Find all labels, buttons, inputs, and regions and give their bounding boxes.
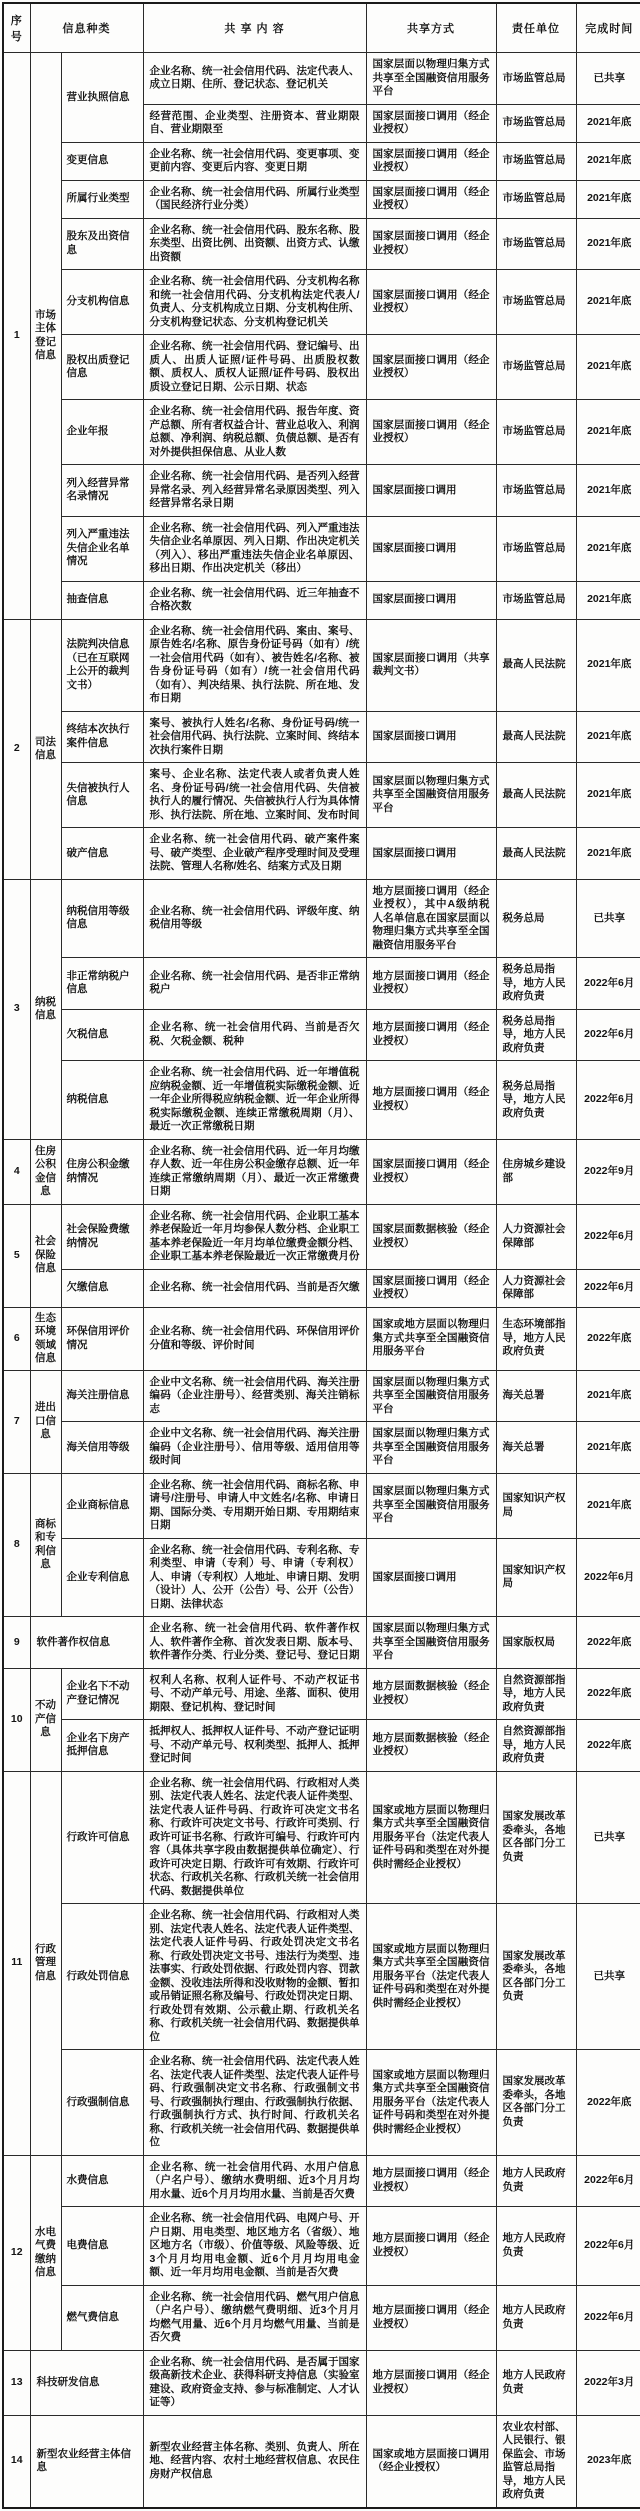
header-no: 序号 xyxy=(3,3,30,53)
content-cell: 企业名称、统一社会信用代码、行政相对人类别、法定代表人姓名、法定代表人证件类型、法定代表人证件号码、行政处罚决定文书名称、行政处罚决定文书号、违法行为类型、违法事实、行政处罚依据、行政处罚内容、罚款金额、没收违法所得和没收财物的金额、暂扣或吊销证照名称及编号、行政处罚决定日期、行政处罚有效期、公示截止期、行政机关名称、行政机关统一社会信用代码、数据提供单位 xyxy=(143,1904,366,2050)
item-label-cell: 抽查信息 xyxy=(61,581,143,619)
item-label-cell: 企业年报 xyxy=(61,400,143,465)
time-cell: 2022年3月 xyxy=(576,2350,640,2415)
unit-cell: 人力资源社会保障部 xyxy=(496,1204,576,1269)
table-row xyxy=(3,879,640,958)
time-cell: 2021年底 xyxy=(576,218,640,270)
unit-cell: 地方人民政府负责 xyxy=(496,2207,576,2286)
content-cell: 企业名称、统一社会信用代码、环保信用评价分值和等级、评价时间 xyxy=(143,1307,366,1370)
unit-cell: 国家发展改革委牵头，各地区各部门分工负责 xyxy=(496,1904,576,2050)
item-label-cell: 法院判决信息（已在互联网上公开的裁判文书） xyxy=(61,619,143,711)
table-row xyxy=(3,1422,640,1474)
time-cell: 2022年6月 xyxy=(576,958,640,1010)
method-cell: 国家层面接口调用 xyxy=(366,581,496,619)
header-content: 共 享 内 容 xyxy=(143,3,366,53)
table-row xyxy=(3,958,640,1010)
table-row xyxy=(3,1668,640,1720)
unit-cell: 地方人民政府负责 xyxy=(496,2155,576,2207)
table-row xyxy=(3,828,640,880)
table-row xyxy=(3,2050,640,2156)
content-cell: 企业名称、统一社会信用代码、是否非正常纳税户 xyxy=(143,958,366,1010)
category-cell: 新型农业经营主体信息 xyxy=(30,2415,143,2508)
unit-cell: 自然资源部指导，地方人民政府负责 xyxy=(496,1720,576,1772)
table-row xyxy=(3,180,640,218)
method-cell: 国家或地方层面以物理归集方式共享至全国融资信用服务平台（法定代表人证件号码和类型在对外提供时需经企业授权） xyxy=(366,1904,496,2050)
content-cell: 案号、被执行人姓名/名称、身份证号码/统一社会信用代码、执行法院、立案时间、终结本次执行案件日期 xyxy=(143,711,366,763)
row-number-cell: 14 xyxy=(3,2415,30,2508)
item-label-cell: 社会保险费缴纳情况 xyxy=(61,1204,143,1269)
content-cell: 企业名称、统一社会信用代码、报告年度、资产总额、所有者权益合计、营业总收入、利润总额、净利润、纳税总额、负债总额、是否有对外提供担保信息、从业人数 xyxy=(143,400,366,465)
time-cell: 已共享 xyxy=(576,879,640,958)
unit-cell: 国家版权局 xyxy=(496,1617,576,1669)
info-sharing-table xyxy=(2,2,640,2509)
time-cell: 已共享 xyxy=(576,1771,640,1904)
item-label-cell: 水费信息 xyxy=(61,2155,143,2207)
item-label-cell: 海关注册信息 xyxy=(61,1370,143,1422)
unit-cell: 市场监管总局 xyxy=(496,53,576,105)
row-number-cell: 1 xyxy=(3,53,30,620)
document-page xyxy=(2,0,638,2511)
time-cell: 2022年6月 xyxy=(576,1204,640,1269)
method-cell: 国家层面以物理归集方式共享至全国融资信用服务平台 xyxy=(366,763,496,828)
unit-cell: 市场监管总局 xyxy=(496,335,576,400)
content-cell: 企业名称、统一社会信用代码、变更事项、变更前内容、变更后内容、变更日期 xyxy=(143,142,366,180)
unit-cell: 国家知识产权局 xyxy=(496,1538,576,1617)
time-cell: 2021年底 xyxy=(576,763,640,828)
item-label-cell: 终结本次执行案件信息 xyxy=(61,711,143,763)
method-cell: 国家层面接口调用（经企业授权） xyxy=(366,1269,496,1307)
method-cell: 地方层面接口调用（经企业授权） xyxy=(366,2350,496,2415)
item-label-cell: 变更信息 xyxy=(61,142,143,180)
table-row xyxy=(3,465,640,517)
item-label-cell: 欠缴信息 xyxy=(61,1269,143,1307)
method-cell: 国家层面接口调用（经企业授权） xyxy=(366,218,496,270)
unit-cell: 海关总署 xyxy=(496,1422,576,1474)
item-label-cell: 股东及出资信息 xyxy=(61,218,143,270)
table-row xyxy=(3,2155,640,2207)
method-cell: 国家层面接口调用（经企业授权） xyxy=(366,270,496,335)
time-cell: 2021年底 xyxy=(576,465,640,517)
method-cell: 国家层面接口调用（共享裁判文书） xyxy=(366,619,496,711)
content-cell: 经营范围、企业类型、注册资本、营业期限自、营业期限至 xyxy=(143,104,366,142)
time-cell: 已共享 xyxy=(576,53,640,105)
unit-cell: 自然资源部指导，地方人民政府负责 xyxy=(496,1668,576,1720)
header-row xyxy=(3,3,640,53)
row-number-cell: 7 xyxy=(3,1370,30,1473)
time-cell: 2022年9月 xyxy=(576,1139,640,1204)
time-cell: 2021年底 xyxy=(576,828,640,880)
table-row xyxy=(3,270,640,335)
content-cell: 企业名称、统一社会信用代码、近一年增值税应纳税金额、近一年增值税实际缴税金额、近一年企业所得税应纳税金额、近一年企业所得税实际缴税金额、连续正常缴税周期（月）、最近一次正常缴税日期 xyxy=(143,1061,366,1140)
content-cell: 案号、企业名称、法定代表人或者负责人姓名、身份证号码/统一社会信用代码、失信被执行人的履行情况、失信被执行人行为具体情形、执行法院、所在地、立案时间、发布时间 xyxy=(143,763,366,828)
content-cell: 企业名称、统一社会信用代码、近三年抽查不合格次数 xyxy=(143,581,366,619)
content-cell: 企业名称、统一社会信用代码、法定代表人姓名、法定代表人证件类型、法定代表人证件号码、行政强制决定文书名称、行政强制文书号、行政强制执行理由、行政强制执行依据、行政强制执行方式、执行时间、行政机关名称、行政机关统一社会信用代码、数据提供单位 xyxy=(143,2050,366,2156)
item-label-cell: 股权出质登记信息 xyxy=(61,335,143,400)
time-cell: 2023年底 xyxy=(576,2415,640,2508)
header-time: 完成时间 xyxy=(576,3,640,53)
unit-cell: 生态环境部指导，地方人民政府负责 xyxy=(496,1307,576,1370)
method-cell: 国家层面接口调用 xyxy=(366,516,496,581)
item-label-cell: 破产信息 xyxy=(61,828,143,880)
method-cell: 国家层面以物理归集方式共享至全国融资信用服务平台 xyxy=(366,1617,496,1669)
time-cell: 2022年6月 xyxy=(576,1061,640,1140)
unit-cell: 住房城乡建设部 xyxy=(496,1139,576,1204)
category-cell: 司法信息 xyxy=(30,619,61,879)
content-cell: 权利人名称、权利人证件号、不动产权证书号、不动产单元号、用途、坐落、面积、使用期限、登记机构、登记时间 xyxy=(143,1668,366,1720)
item-label-cell: 纳税信息 xyxy=(61,1061,143,1140)
method-cell: 国家或地方层面以物理归集方式共享至全国融资信用服务平台 xyxy=(366,1307,496,1370)
item-label-cell: 行政处罚信息 xyxy=(61,1904,143,2050)
unit-cell: 市场监管总局 xyxy=(496,270,576,335)
method-cell: 国家或地方层面以物理归集方式共享至全国融资信用服务平台（法定代表人证件号码和类型在对外提供时需经企业授权） xyxy=(366,2050,496,2156)
unit-cell: 税务总局 xyxy=(496,879,576,958)
table-row xyxy=(3,1370,640,1422)
time-cell: 2021年底 xyxy=(576,619,640,711)
content-cell: 企业名称、统一社会信用代码、燃气用户信息（户名户号）、缴纳燃气费明细、近3个月月均燃气用量、近6个月月均燃气用量、当前是否欠费 xyxy=(143,2285,366,2350)
table-row xyxy=(3,2207,640,2286)
method-cell: 国家层面接口调用（经企业授权） xyxy=(366,1139,496,1204)
unit-cell: 国家发展改革委牵头，各地区各部门分工负责 xyxy=(496,1771,576,1904)
header-category: 信息种类 xyxy=(30,3,143,53)
table-row xyxy=(3,53,640,105)
table-row xyxy=(3,1904,640,2050)
category-cell: 进出口信息 xyxy=(30,1370,61,1473)
category-cell: 软件著作权信息 xyxy=(30,1617,143,1669)
row-number-cell: 12 xyxy=(3,2155,30,2350)
unit-cell: 国家发展改革委牵头，各地区各部门分工负责 xyxy=(496,2050,576,2156)
table-row xyxy=(3,335,640,400)
category-cell: 纳税信息 xyxy=(30,879,61,1139)
time-cell: 2021年底 xyxy=(576,1473,640,1538)
unit-cell: 市场监管总局 xyxy=(496,180,576,218)
content-cell: 企业名称、统一社会信用代码、是否属于国家级高新技术企业、获得科研支持信息（实验室建设、政府资金支持、参与标准制定、人才认证等） xyxy=(143,2350,366,2415)
content-cell: 企业名称、统一社会信用代码、是否列入经营异常名录、列入经营异常名录原因类型、列入经营异常名录日期 xyxy=(143,465,366,517)
table-row xyxy=(3,2415,640,2508)
method-cell: 国家层面以物理归集方式共享至全国融资信用服务平台 xyxy=(366,1473,496,1538)
time-cell: 2022年6月 xyxy=(576,1538,640,1617)
unit-cell: 税务总局指导，地方人民政府负责 xyxy=(496,1009,576,1061)
unit-cell: 最高人民法院 xyxy=(496,711,576,763)
row-number-cell: 8 xyxy=(3,1473,30,1617)
item-label-cell: 列入严重违法失信企业名单情况 xyxy=(61,516,143,581)
time-cell: 已共享 xyxy=(576,1904,640,2050)
time-cell: 2021年底 xyxy=(576,142,640,180)
category-cell: 行政管理信息 xyxy=(30,1771,61,2155)
unit-cell: 市场监管总局 xyxy=(496,516,576,581)
content-cell: 抵押权人、抵押权人证件号、不动产登记证明号、不动产单元号、权利类型、抵押人、抵押登记时间 xyxy=(143,1720,366,1772)
table-row xyxy=(3,516,640,581)
item-label-cell: 企业商标信息 xyxy=(61,1473,143,1538)
method-cell: 地方层面接口调用（经企业授权） xyxy=(366,2155,496,2207)
method-cell: 国家或地方层面以物理归集方式共享至全国融资信用服务平台（法定代表人证件号码和类型在对外提供时需经企业授权） xyxy=(366,1771,496,1904)
time-cell: 2021年底 xyxy=(576,270,640,335)
unit-cell: 市场监管总局 xyxy=(496,104,576,142)
time-cell: 2021年底 xyxy=(576,711,640,763)
header-method: 共享方式 xyxy=(366,3,496,53)
time-cell: 2022年底 xyxy=(576,2050,640,2156)
table-row xyxy=(3,2285,640,2350)
content-cell: 企业名称、统一社会信用代码、软件著作权人、软件著作全称、首次发表日期、版本号、软件著作分类、行业分类、登记号、登记日期 xyxy=(143,1617,366,1669)
item-label-cell: 行政强制信息 xyxy=(61,2050,143,2156)
content-cell: 企业名称、统一社会信用代码、破产案件案号、破产类型、企业破产程序受理时间及受理法院、管理人名称/姓名、结案方式及日期 xyxy=(143,828,366,880)
unit-cell: 市场监管总局 xyxy=(496,142,576,180)
method-cell: 国家层面以物理归集方式共享至全国融资信用服务平台 xyxy=(366,53,496,105)
unit-cell: 税务总局指导，地方人民政府负责 xyxy=(496,1061,576,1140)
category-cell: 科技研发信息 xyxy=(30,2350,143,2415)
unit-cell: 国家知识产权局 xyxy=(496,1473,576,1538)
unit-cell: 人力资源社会保障部 xyxy=(496,1269,576,1307)
unit-cell: 农业农村部、人民银行、银保监会、市场监管总局指导，地方人民政府负责 xyxy=(496,2415,576,2508)
table-row xyxy=(3,1617,640,1669)
category-cell: 商标和专利信息 xyxy=(30,1473,61,1617)
item-label-cell: 行政许可信息 xyxy=(61,1771,143,1904)
content-cell: 企业名称、统一社会信用代码、电网户号、开户日期、用电类型、地区地方名（省级）、地区地方名（市级）、价值等级、风险等级、近3个月月均用电金额、近6个月月均用电金额、近一年月均用电金额、当前是否欠费 xyxy=(143,2207,366,2286)
content-cell: 企业名称、统一社会信用代码、评级年度、纳税信用等级 xyxy=(143,879,366,958)
unit-cell: 最高人民法院 xyxy=(496,763,576,828)
category-cell: 市场主体登记信息 xyxy=(30,53,61,620)
time-cell: 2021年底 xyxy=(576,335,640,400)
content-cell: 企业名称、统一社会信用代码、当前是否欠税、欠税金额、税种 xyxy=(143,1009,366,1061)
time-cell: 2021年底 xyxy=(576,581,640,619)
content-cell: 企业名称、统一社会信用代码、登记编号、出质人、出质人证照/证件号码、出质股权数额、质权人、质权人证照/证件号码、股权出质设立登记日期、公示日期、状态 xyxy=(143,335,366,400)
table-row xyxy=(3,1538,640,1617)
method-cell: 地方层面接口调用（经企业授权） xyxy=(366,958,496,1010)
table-row xyxy=(3,1473,640,1538)
time-cell: 2022年6月 xyxy=(576,1269,640,1307)
content-cell: 企业名称、统一社会信用代码、企业职工基本养老保险近一年月均参保人数分档、企业职工基本养老保险近一年月均单位缴费金额分档、企业职工基本养老保险最近一次正常缴费月份 xyxy=(143,1204,366,1269)
content-cell: 企业名称、统一社会信用代码、股东名称、股东类型、出资比例、出资额、出资方式、认缴出资额 xyxy=(143,218,366,270)
unit-cell: 海关总署 xyxy=(496,1370,576,1422)
content-cell: 企业名称、统一社会信用代码、案由、案号、原告姓名/名称、原告身份证号码（如有）/统一社会信用代码（如有）、被告姓名/名称、被告身份证号码（如有）/统一社会信用代码（如有）、判决结果、执行法院、所在地、发布日期 xyxy=(143,619,366,711)
table-row xyxy=(3,142,640,180)
time-cell: 2022年6月 xyxy=(576,2285,640,2350)
unit-cell: 市场监管总局 xyxy=(496,465,576,517)
row-number-cell: 9 xyxy=(3,1617,30,1669)
time-cell: 2021年底 xyxy=(576,180,640,218)
item-label-cell: 企业名下房产抵押信息 xyxy=(61,1720,143,1772)
table-body xyxy=(3,53,640,2508)
method-cell: 地方层面接口调用（经企业授权） xyxy=(366,2285,496,2350)
table-row xyxy=(3,711,640,763)
category-cell: 社会保险信息 xyxy=(30,1204,61,1307)
item-label-cell: 企业名下不动产登记情况 xyxy=(61,1668,143,1720)
item-label-cell: 住房公积金缴纳情况 xyxy=(61,1139,143,1204)
table-row xyxy=(3,1269,640,1307)
table-row xyxy=(3,1720,640,1772)
item-label-cell: 燃气费信息 xyxy=(61,2285,143,2350)
table-row xyxy=(3,1771,640,1904)
row-number-cell: 5 xyxy=(3,1204,30,1307)
time-cell: 2022年6月 xyxy=(576,2207,640,2286)
method-cell: 地方层面接口调用（经企业授权） xyxy=(366,1061,496,1140)
method-cell: 国家层面接口调用 xyxy=(366,465,496,517)
time-cell: 2022年底 xyxy=(576,1720,640,1772)
method-cell: 国家或地方层面接口调用（经企业授权） xyxy=(366,2415,496,2508)
item-label-cell: 所属行业类型 xyxy=(61,180,143,218)
method-cell: 地方层面数据核验（经企业授权） xyxy=(366,1720,496,1772)
table-row xyxy=(3,619,640,711)
item-label-cell: 非正常纳税户信息 xyxy=(61,958,143,1010)
table-row xyxy=(3,1061,640,1140)
unit-cell: 最高人民法院 xyxy=(496,619,576,711)
method-cell: 地方层面接口调用（经企业授权） xyxy=(366,2207,496,2286)
time-cell: 2022年底 xyxy=(576,1617,640,1669)
content-cell: 企业名称、统一社会信用代码、所属行业类型（国民经济行业分类） xyxy=(143,180,366,218)
content-cell: 新型农业经营主体名称、类别、负责人、所在地、经营内容、农村土地经营权信息、农民住房财产权信息 xyxy=(143,2415,366,2508)
content-cell: 企业名称、统一社会信用代码、专利名称、专利类型、申请（专利）号、申请（专利权）人、申请（专利权）人地址、申请日期、发明（设计）人、公开（公告）号、公开（公告）日期、法律状态 xyxy=(143,1538,366,1617)
row-number-cell: 10 xyxy=(3,1668,30,1771)
table-row xyxy=(3,218,640,270)
content-cell: 企业名称、统一社会信用代码、水用户信息（户名户号）、缴纳水费明细、近3个月月均用水量、近6个月月均用水量、当前是否欠费 xyxy=(143,2155,366,2207)
row-number-cell: 6 xyxy=(3,1307,30,1370)
method-cell: 国家层面数据核验（经企业授权） xyxy=(366,1204,496,1269)
method-cell: 国家层面接口调用 xyxy=(366,828,496,880)
content-cell: 企业名称、统一社会信用代码、近一年月均缴存人数、近一年住房公积金缴存总额、近一年连续正常缴纳周期（月）、最近一次正常缴费日期 xyxy=(143,1139,366,1204)
table-row xyxy=(3,400,640,465)
method-cell: 国家层面接口调用 xyxy=(366,1538,496,1617)
item-label-cell: 海关信用等级 xyxy=(61,1422,143,1474)
content-cell: 企业中文名称、统一社会信用代码、海关注册编码（企业注册号）、信用等级、适用信用等级时间 xyxy=(143,1422,366,1474)
item-label-cell: 营业执照信息 xyxy=(61,53,143,143)
time-cell: 2022年6月 xyxy=(576,1009,640,1061)
table-row xyxy=(3,1204,640,1269)
item-label-cell: 纳税信用等级信息 xyxy=(61,879,143,958)
method-cell: 国家层面接口调用 xyxy=(366,711,496,763)
unit-cell: 税务总局指导，地方人民政府负责 xyxy=(496,958,576,1010)
content-cell: 企业名称、统一社会信用代码、行政相对人类别、法定代表人姓名、法定代表人证件类型、法定代表人证件号码、行政许可决定文书名称、行政许可决定文书号、行政许可类别、行政许可证书名称、行政许可编号、行政许可内容（具体共享字段由数据提供单位确定）、行政许可决定日期、行政许可有效期、行政许可状态、行政机关名称、行政机关统一社会信用代码、数据提供单位 xyxy=(143,1771,366,1904)
item-label-cell: 环保信用评价情况 xyxy=(61,1307,143,1370)
method-cell: 国家层面以物理归集方式共享至全国融资信用服务平台 xyxy=(366,1422,496,1474)
table-row xyxy=(3,1307,640,1370)
item-label-cell: 列入经营异常名录情况 xyxy=(61,465,143,517)
item-label-cell: 分支机构信息 xyxy=(61,270,143,335)
unit-cell: 地方人民政府负责 xyxy=(496,2350,576,2415)
content-cell: 企业中文名称、统一社会信用代码、海关注册编码（企业注册号）、经营类别、海关注销标志 xyxy=(143,1370,366,1422)
time-cell: 2021年底 xyxy=(576,400,640,465)
unit-cell: 最高人民法院 xyxy=(496,828,576,880)
method-cell: 国家层面接口调用（经企业授权） xyxy=(366,335,496,400)
item-label-cell: 欠税信息 xyxy=(61,1009,143,1061)
table-row xyxy=(3,2350,640,2415)
unit-cell: 市场监管总局 xyxy=(496,218,576,270)
content-cell: 企业名称、统一社会信用代码、商标名称、申请号/注册号、申请人中文姓名/名称、申请日期、国际分类、专用期开始日期、专用期结束日期 xyxy=(143,1473,366,1538)
header-unit: 责任单位 xyxy=(496,3,576,53)
content-cell: 企业名称、统一社会信用代码、列入严重违法失信企业名单原因、列入日期、作出决定机关（列入）、移出严重违法失信企业名单原因、移出日期、作出决定机关（移出） xyxy=(143,516,366,581)
time-cell: 2022年底 xyxy=(576,1307,640,1370)
category-cell: 生态环境领域信息 xyxy=(30,1307,61,1370)
unit-cell: 地方人民政府负责 xyxy=(496,2285,576,2350)
item-label-cell: 企业专利信息 xyxy=(61,1538,143,1617)
time-cell: 2021年底 xyxy=(576,104,640,142)
method-cell: 国家层面接口调用（经企业授权） xyxy=(366,400,496,465)
time-cell: 2021年底 xyxy=(576,1370,640,1422)
unit-cell: 市场监管总局 xyxy=(496,400,576,465)
category-cell: 水电气费缴纳信息 xyxy=(30,2155,61,2350)
method-cell: 地方层面接口调用（经企业授权） xyxy=(366,1009,496,1061)
time-cell: 2022年6月 xyxy=(576,2155,640,2207)
content-cell: 企业名称、统一社会信用代码、分支机构名称和统一社会信用代码、分支机构法定代表人/负责人、分支机构成立日期、分支机构住所、分支机构登记状态、分支机构登记机关 xyxy=(143,270,366,335)
method-cell: 地方层面数据核验（经企业授权） xyxy=(366,1668,496,1720)
method-cell: 国家层面以物理归集方式共享至全国融资信用服务平台 xyxy=(366,1370,496,1422)
item-label-cell: 失信被执行人信息 xyxy=(61,763,143,828)
table-row xyxy=(3,581,640,619)
content-cell: 企业名称、统一社会信用代码、法定代表人、成立日期、住所、登记状态、登记机关 xyxy=(143,53,366,105)
row-number-cell: 13 xyxy=(3,2350,30,2415)
category-cell: 不动产信息 xyxy=(30,1668,61,1771)
method-cell: 国家层面接口调用（经企业授权） xyxy=(366,104,496,142)
unit-cell: 市场监管总局 xyxy=(496,581,576,619)
method-cell: 地方层面接口调用（经企业授权），其中A级纳税人名单信息在国家层面以物理归集方式共享至全国融资信用服务平台 xyxy=(366,879,496,958)
time-cell: 2021年底 xyxy=(576,516,640,581)
row-number-cell: 11 xyxy=(3,1771,30,2155)
row-number-cell: 3 xyxy=(3,879,30,1139)
method-cell: 国家层面接口调用（经企业授权） xyxy=(366,180,496,218)
table-row xyxy=(3,763,640,828)
time-cell: 2022年底 xyxy=(576,1668,640,1720)
row-number-cell: 2 xyxy=(3,619,30,879)
method-cell: 国家层面接口调用（经企业授权） xyxy=(366,142,496,180)
table-row xyxy=(3,1139,640,1204)
content-cell: 企业名称、统一社会信用代码、当前是否欠缴 xyxy=(143,1269,366,1307)
table-row xyxy=(3,1009,640,1061)
category-cell: 住房公积金信息 xyxy=(30,1139,61,1204)
item-label-cell: 电费信息 xyxy=(61,2207,143,2286)
time-cell: 2021年底 xyxy=(576,1422,640,1474)
table-header xyxy=(3,3,640,53)
row-number-cell: 4 xyxy=(3,1139,30,1204)
